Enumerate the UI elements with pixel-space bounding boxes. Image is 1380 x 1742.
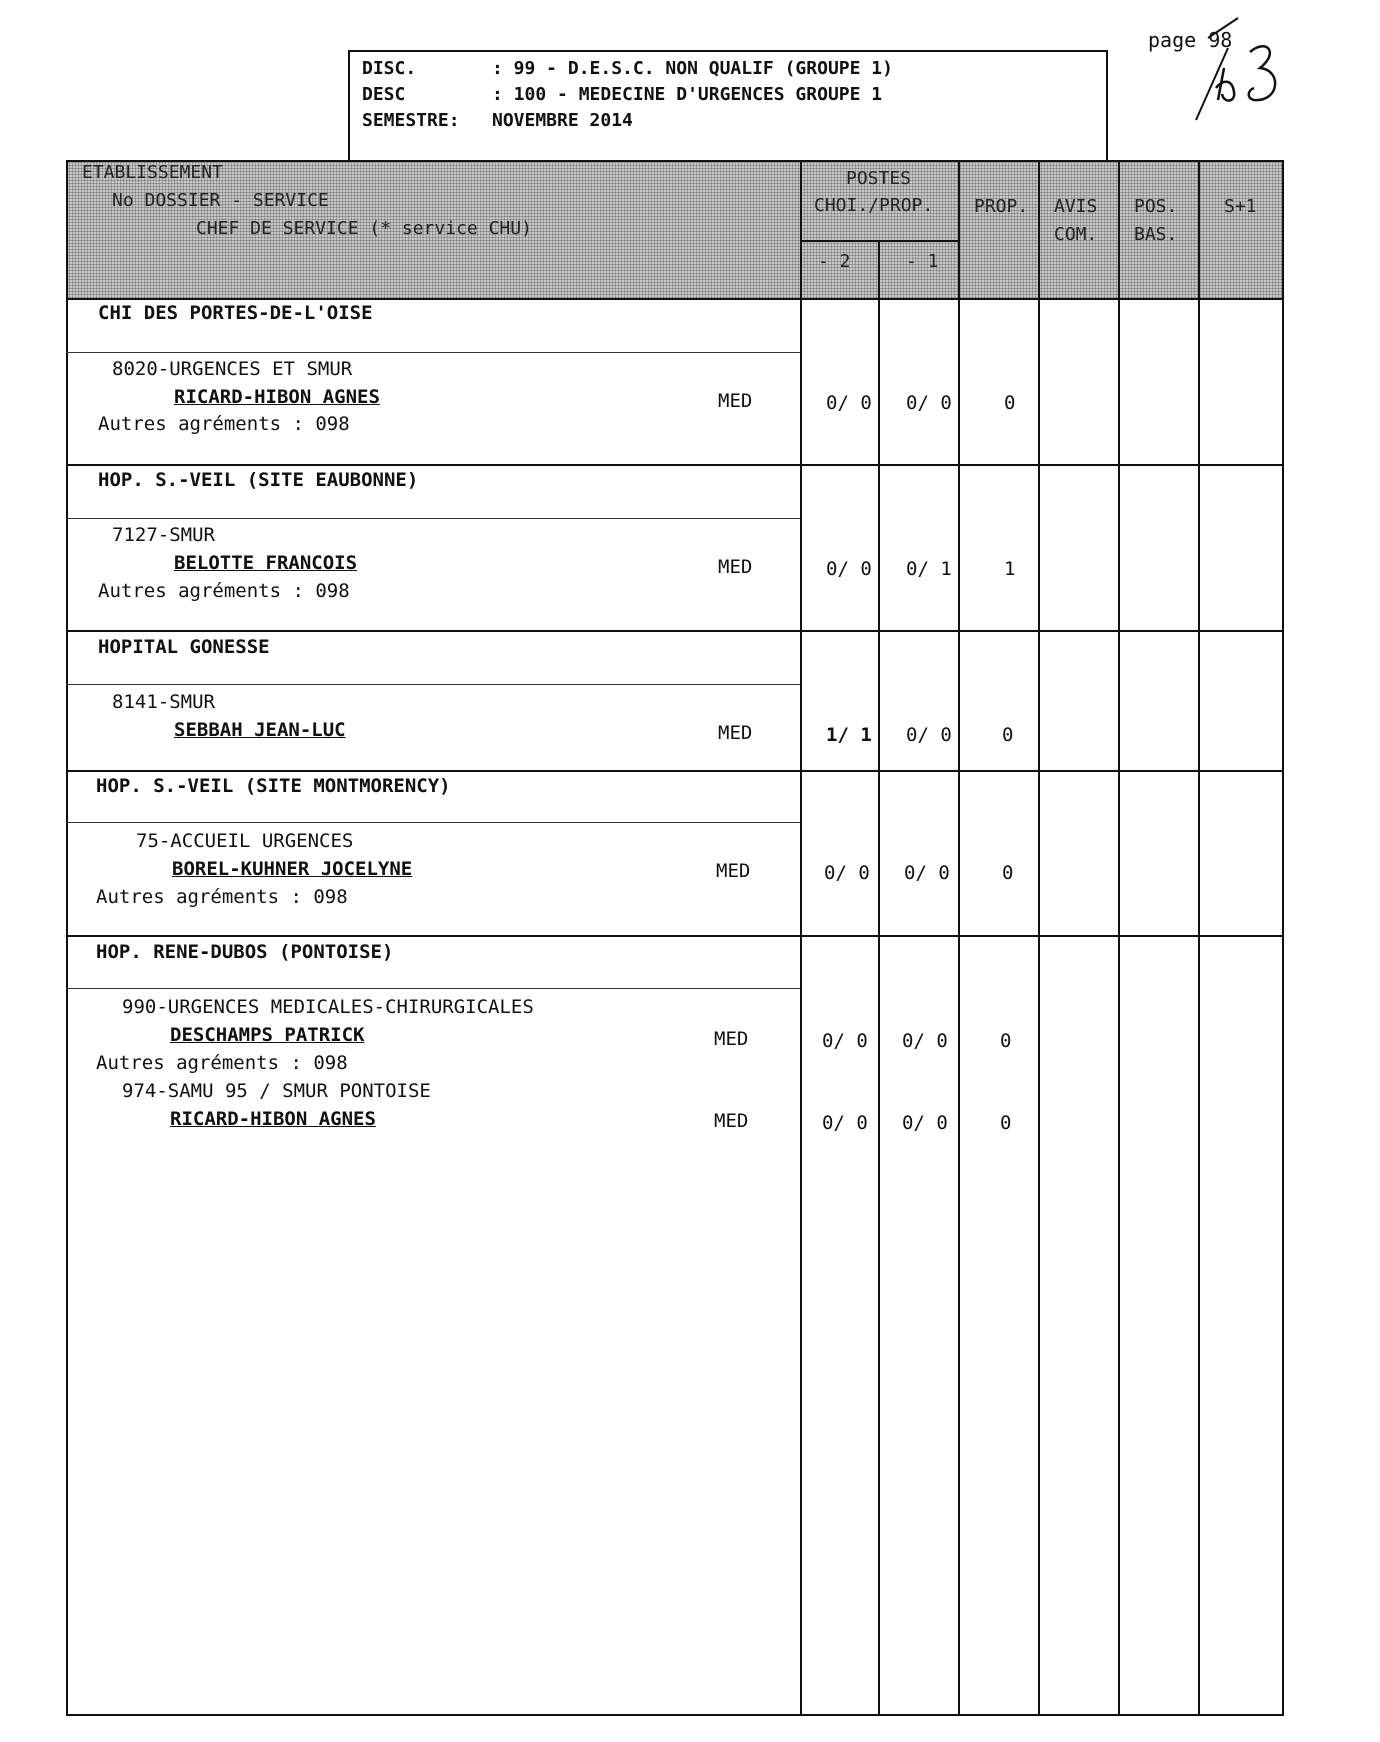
name-underline: [66, 518, 800, 519]
service-code: 8141-SMUR: [112, 691, 215, 713]
postes-minus-2: 0/ 0: [822, 1112, 868, 1134]
service-type: MED: [718, 390, 753, 412]
disc-value: : 99 - D.E.S.C. NON QUALIF (GROUPE 1): [492, 58, 893, 79]
handwritten-annotation: [1188, 8, 1298, 133]
grid-line: [1038, 160, 1040, 1716]
prop-value: 0: [1002, 724, 1014, 746]
prop-value: 0: [1000, 1030, 1012, 1052]
service-type: MED: [714, 1110, 749, 1132]
establishment-name: HOPITAL GONESSE: [98, 636, 270, 658]
service-code: 8020-URGENCES ET SMUR: [112, 358, 353, 380]
col-pos: POS.: [1134, 196, 1178, 217]
name-underline: [66, 988, 800, 989]
semestre-label: SEMESTRE:: [362, 110, 460, 131]
name-underline: [66, 352, 800, 353]
document-header: [348, 50, 1108, 162]
chef-service-name: DESCHAMPS PATRICK: [170, 1024, 365, 1046]
grid-line: [958, 160, 960, 1716]
postes-minus-1: 0/ 0: [904, 862, 950, 884]
postes-minus-1: 0/ 0: [902, 1112, 948, 1134]
desc-value: : 100 - MEDECINE D'URGENCES GROUPE 1: [492, 84, 883, 105]
row-separator: [66, 770, 1284, 772]
autres-agrements: Autres agréments : 098: [96, 1052, 348, 1074]
disc-label: DISC.: [362, 58, 417, 79]
desc-label: DESC: [362, 84, 406, 105]
col-minus-1: - 1: [906, 251, 939, 272]
chef-service-name: BELOTTE FRANCOIS: [174, 552, 358, 574]
chef-service-name: SEBBAH JEAN-LUC: [174, 719, 346, 741]
postes-minus-2: 1/ 1: [826, 724, 872, 746]
col-dossier-service: No DOSSIER - SERVICE: [112, 190, 329, 211]
postes-minus-1: 0/ 0: [902, 1030, 948, 1052]
grid-line: [1198, 160, 1200, 1716]
service-type: MED: [714, 1028, 749, 1050]
prop-value: 0: [1000, 1112, 1012, 1134]
prop-value: 0: [1002, 862, 1014, 884]
col-avis: AVIS: [1054, 196, 1098, 217]
postes-minus-2: 0/ 0: [826, 558, 872, 580]
row-separator: [66, 464, 1284, 466]
col-postes: POSTES: [846, 168, 912, 189]
grid-line: [800, 160, 802, 1716]
autres-agrements: Autres agréments : 098: [98, 580, 350, 602]
postes-minus-2: 0/ 0: [826, 392, 872, 414]
service-code: 7127-SMUR: [112, 524, 215, 546]
chef-service-name: BOREL-KUHNER JOCELYNE: [172, 858, 413, 880]
service-code: 990-URGENCES MEDICALES-CHIRURGICALES: [122, 996, 534, 1018]
service-type: MED: [718, 722, 753, 744]
name-underline: [66, 822, 800, 823]
postes-minus-1: 0/ 0: [906, 392, 952, 414]
postes-minus-1: 0/ 0: [906, 724, 952, 746]
col-com: COM.: [1054, 224, 1098, 245]
col-etablissement: ETABLISSEMENT: [82, 162, 223, 183]
postes-minus-2: 0/ 0: [822, 1030, 868, 1052]
chef-service-name: RICARD-HIBON AGNES: [170, 1108, 376, 1130]
semestre-value: NOVEMBRE 2014: [492, 110, 633, 131]
service-type: MED: [716, 860, 751, 882]
page-number-label: page 98: [1148, 28, 1233, 52]
establishment-name: HOP. S.-VEIL (SITE EAUBONNE): [98, 469, 419, 491]
prop-value: 1: [1004, 558, 1016, 580]
col-bas: BAS.: [1134, 224, 1178, 245]
chef-service-name: RICARD-HIBON AGNES: [174, 386, 380, 408]
autres-agrements: Autres agréments : 098: [96, 886, 348, 908]
grid-line: [878, 240, 880, 1716]
col-prop: PROP.: [974, 196, 1029, 217]
service-type: MED: [718, 556, 753, 578]
establishment-name: HOP. RENE-DUBOS (PONTOISE): [96, 941, 394, 963]
autres-agrements: Autres agréments : 098: [98, 413, 350, 435]
service-code: 974-SAMU 95 / SMUR PONTOISE: [122, 1080, 431, 1102]
col-s-plus-1: S+1: [1224, 196, 1257, 217]
establishment-name: HOP. S.-VEIL (SITE MONTMORENCY): [96, 775, 451, 797]
col-choi-prop: CHOI./PROP.: [814, 195, 934, 216]
grid-line: [1118, 160, 1120, 1716]
establishment-name: CHI DES PORTES-DE-L'OISE: [98, 302, 373, 324]
postes-minus-2: 0/ 0: [824, 862, 870, 884]
row-separator: [66, 630, 1284, 632]
name-underline: [66, 684, 800, 685]
service-code: 75-ACCUEIL URGENCES: [136, 830, 354, 852]
row-separator: [66, 935, 1284, 937]
postes-minus-1: 0/ 1: [906, 558, 952, 580]
prop-value: 0: [1004, 392, 1016, 414]
col-minus-2: - 2: [818, 251, 851, 272]
col-chef-service: CHEF DE SERVICE (* service CHU): [196, 218, 532, 239]
